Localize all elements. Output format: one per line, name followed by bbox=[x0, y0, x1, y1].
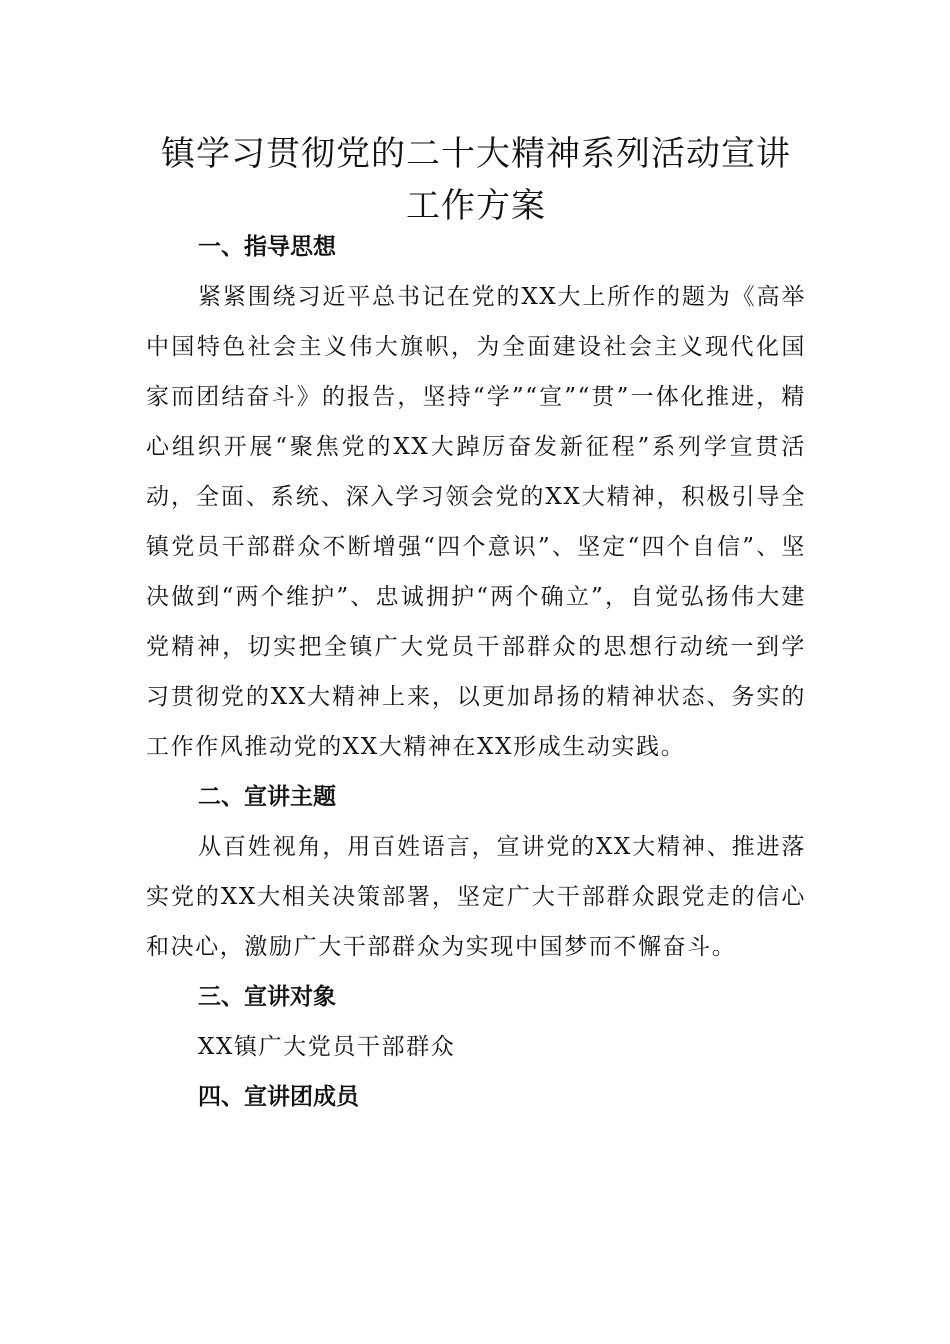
title-line-2: 工作方案 bbox=[406, 186, 546, 226]
section-body-theme: 从百姓视角，用百姓语言，宣讲党的XX大精神、推进落实党的XX大相关决策部署，坚定广大干部群众跟党走的信心和决心，激励广大干部群众为实现中国梦而不懈奋斗。 bbox=[146, 834, 806, 960]
section-body-guiding-ideology: 紧紧围绕习近平总书记在党的XX大上所作的题为《高举中国特色社会主义伟大旗帜，为全面建设社会主义现代化国家而团结奋斗》的报告，坚持“学”“宣”“贯”一体化推进，精心组织开展“聚焦党的XX大踔厉奋发新征程”系列学宣贯活动，全面、系统、深入学习领会党的XX大精神，积极引导全镇党员干部群众不断增强“四个意识”、坚定“四个自信”、坚决做到“两个维护”、忠诚拥护“两个确立”，自觉弘扬伟大建党精神，切实把全镇广大党员干部群众的思想行动统一到学习贯彻党的XX大精神上来，以更加昂扬的精神状态、务实的工作作风推动党的XX大精神在XX形成生动实践。 bbox=[146, 284, 806, 760]
section-body-audience: XX镇广大党员干部群众 bbox=[198, 1034, 456, 1060]
title-line-1: 镇学习贯彻党的二十大精神系列活动宣讲 bbox=[161, 134, 791, 174]
document-title bbox=[146, 128, 806, 232]
document-body bbox=[146, 128, 806, 1122]
section-heading-team-members: 四、宣讲团成员 bbox=[198, 1084, 359, 1110]
section-heading-theme: 二、宣讲主题 bbox=[198, 784, 336, 810]
section-heading-guiding-ideology: 一、指导思想 bbox=[198, 234, 336, 260]
section-heading-audience: 三、宣讲对象 bbox=[198, 984, 336, 1010]
